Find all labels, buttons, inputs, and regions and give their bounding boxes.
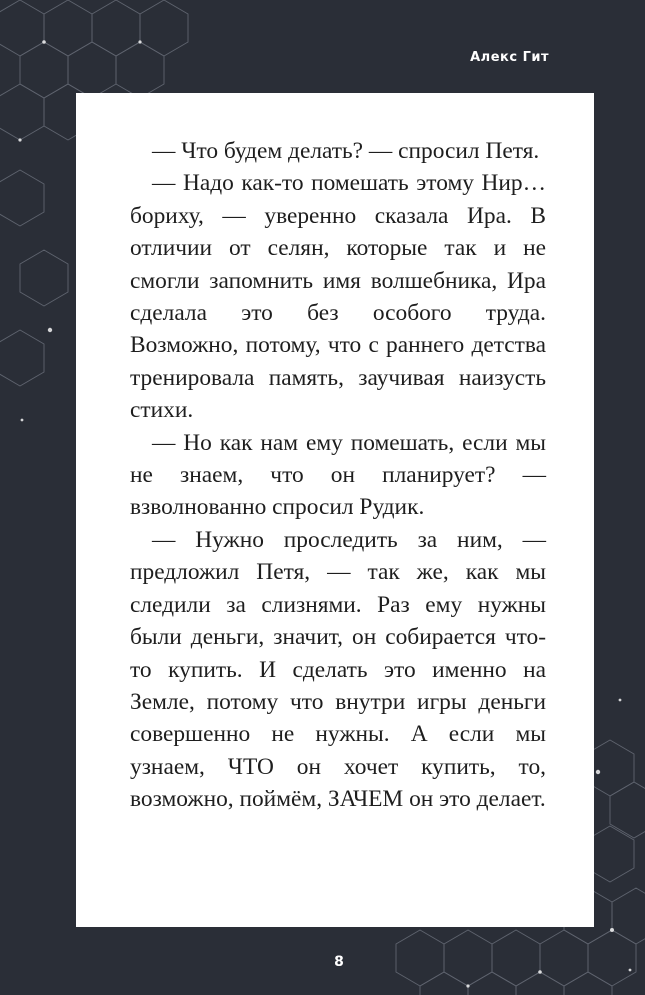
- paragraph: — Но как нам ему помешать, если мы не знаем, что он планирует? — взволнованно спросил Рудик.: [130, 429, 546, 521]
- paragraph: — Что будем делать? — спросил Петя.: [152, 138, 540, 164]
- paragraph: — Надо как-то помешать этому Нир… бориху, — уверенно сказала Ира. В отличии от селян, которые так и не смогли запомнить имя волшебника, Ира сделала это без особого труда. Возможно, потому, что с раннего детства тренировала память, заучивая наизусть стихи.: [130, 170, 546, 424]
- running-header-author: Алекс Гит: [470, 50, 549, 65]
- paragraph: — Нужно проследить за ним, — предложил Петя, — так же, как мы следили за слизнями. Раз ему нужны были деньги, значит, он собирается что-то купить. И сделать это именно на Земле, потому что внутри игры деньги совершенно не нужны. А если мы узнаем, ЧТО он хочет купить, то, возможно, поймём, ЗАЧЕМ он это делает.: [130, 526, 546, 813]
- page-number: 8: [334, 954, 344, 970]
- book-page: [76, 93, 594, 927]
